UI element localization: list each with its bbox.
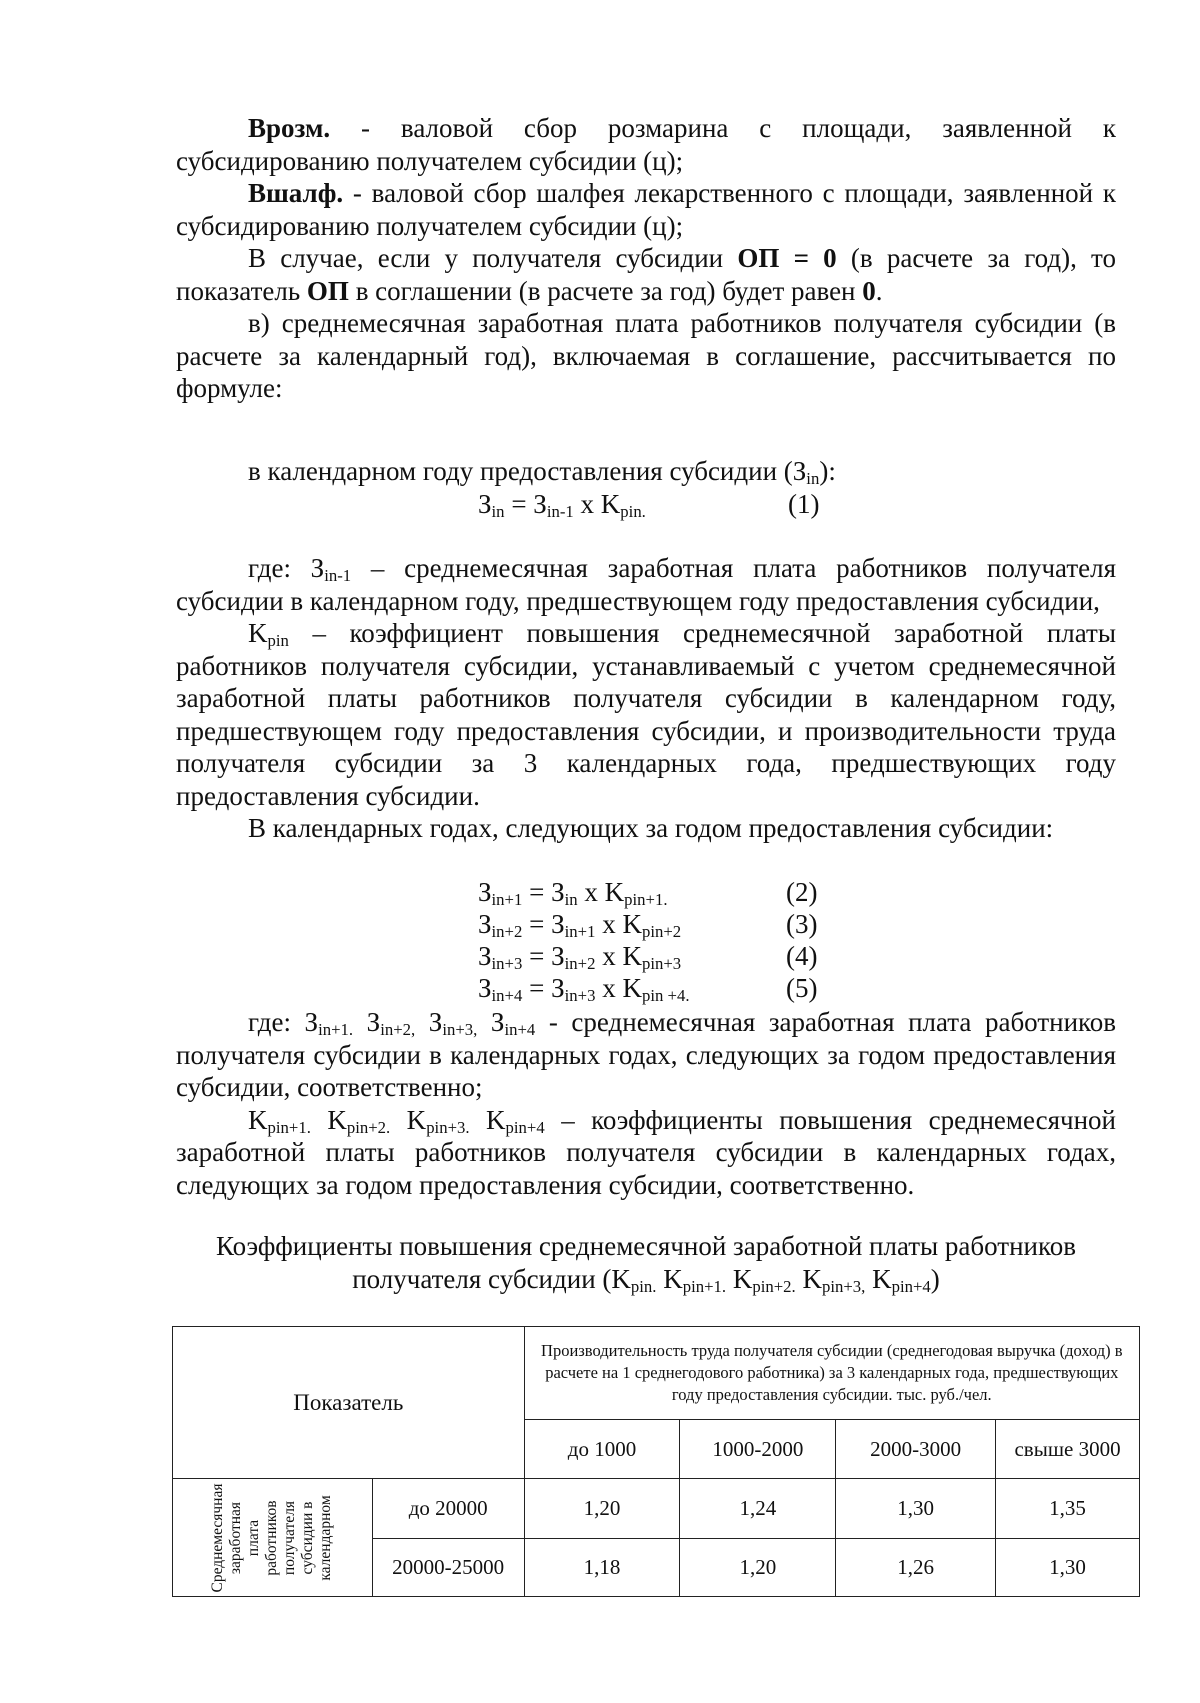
row-range: до 20000 xyxy=(372,1479,524,1539)
term-vrozm: Врозм. xyxy=(248,113,331,143)
kdef2-e: – коэффициенты повышения среднемесячной заработной платы работников получателя субсидии в календарных годах, следующих за годом предоставления субсидии, соответственно. xyxy=(176,1104,1116,1200)
table-cell: 1,20 xyxy=(524,1479,680,1539)
paragraph-vshalf xyxy=(176,177,1116,242)
kdef2-s3: pin+3. xyxy=(426,1117,470,1137)
text-vrozm: - валовой сбор розмарина с площади, заявленной к субсидированию получателем субсидии (ц); xyxy=(176,113,1116,176)
column-header: свыше 3000 xyxy=(996,1420,1140,1479)
text-op-g: . xyxy=(875,275,883,306)
text-op-c: (в расчете за год), то показатель xyxy=(176,243,1117,306)
f3-r: x K xyxy=(595,909,642,939)
f2-l: З xyxy=(478,877,492,907)
row-range: 20000-25000 xyxy=(372,1539,524,1597)
f1-eq: = З xyxy=(504,489,547,519)
tt-a: получателя субсидии (K xyxy=(352,1264,631,1294)
kdef2-b: K xyxy=(310,1104,347,1135)
text-op-d: ОП xyxy=(306,275,349,306)
where2-s1: in+1. xyxy=(318,1020,354,1040)
table-cell: 1,24 xyxy=(680,1479,836,1539)
formula-4-number: (4) xyxy=(786,941,818,971)
table-cell: 1,18 xyxy=(524,1539,680,1597)
f4-r: x K xyxy=(595,941,642,971)
f2-r-sub: pin+1. xyxy=(624,890,668,910)
body-text-bottom xyxy=(176,1006,1116,1201)
column-header: до 1000 xyxy=(524,1420,680,1479)
f4-r-sub: pin+3 xyxy=(641,954,682,974)
formula-2-number: (2) xyxy=(786,877,818,907)
paragraph-where-2 xyxy=(176,1006,1116,1104)
formula-5 xyxy=(478,972,690,1004)
text-op-a: В случае, если у получателя субсидии xyxy=(248,243,738,273)
paragraph-salary-intro: в) среднемесячная заработная плата работников получателя субсидии (в расчете за календарный год), включаемая в соглашение, рассчитывается по формуле: xyxy=(176,308,1116,403)
calendar-year-end: ): xyxy=(819,456,836,486)
table-cell: 1,30 xyxy=(996,1539,1140,1597)
formula-1 xyxy=(478,488,646,520)
tt-s1: pin. xyxy=(630,1277,657,1297)
term-vshalf: Вшалф. xyxy=(248,178,344,208)
column-header: 2000-3000 xyxy=(836,1420,996,1479)
text-vshalf: - валовой сбор шалфея лекарственного с площади, заявленной к субсидированию получателем субсидии (ц); xyxy=(176,178,1116,241)
table-title-line2 xyxy=(176,1263,1116,1296)
table-cell: 1,35 xyxy=(996,1479,1140,1539)
f1-x: x K xyxy=(573,489,621,519)
paragraph-where-1 xyxy=(176,552,1116,617)
f4-m: = З xyxy=(522,941,565,971)
paragraph-kpin xyxy=(176,617,1116,812)
kdef2-s4: pin+4 xyxy=(505,1117,545,1137)
f3-l-sub: in+2 xyxy=(491,922,523,942)
table-row xyxy=(173,1479,1140,1539)
kpin-sub: pin xyxy=(267,631,289,651)
kpin-b: – коэффициент повышения среднемесячной заработной платы работников получателя субсидии, устанавливаемый с учетом среднемесячной заработной платы работников получателя субсидии в календарном году, предшествующем году предоставления субсидии, и производительности труда получателя субсидии за 3 календарных года, предшествующих году предоставления субсидии. xyxy=(176,618,1116,811)
paragraph-k-coefficients xyxy=(176,1104,1116,1202)
where1-a: где: З xyxy=(248,553,325,583)
indicator-header: Показатель xyxy=(173,1327,525,1479)
f2-m: = З xyxy=(522,877,565,907)
table-title-line1: Коэффициенты повышения среднемесячной заработной платы работников xyxy=(216,1231,1076,1261)
calendar-year-sub: in xyxy=(806,469,820,489)
where2-d: З xyxy=(477,1007,505,1037)
calendar-year-line xyxy=(248,455,836,487)
tt-t2: K xyxy=(726,1264,753,1294)
kpin-a: K xyxy=(248,618,268,648)
table-cell: 1,20 xyxy=(680,1539,836,1597)
f3-m-sub: in+1 xyxy=(564,922,596,942)
tt-t4: K xyxy=(865,1264,892,1294)
body-text-middle xyxy=(176,552,1116,845)
tt-t3: K xyxy=(795,1264,822,1294)
tt-t5: ) xyxy=(930,1264,940,1294)
tt-s2: pin+1. xyxy=(682,1277,727,1297)
where2-a: где: З xyxy=(248,1007,319,1037)
where2-s4: in+4 xyxy=(504,1020,536,1040)
f1-lhs-sub: in xyxy=(491,502,505,522)
productivity-header: Производительность труда получателя субсидии (среднегодовая выручка (доход) в расчете на 1 среднегодового работника) за 3 календарных года, предшествующих году предоставления субсидии. тыс. руб./чел. xyxy=(524,1327,1139,1420)
tt-s4: pin+3, xyxy=(821,1277,866,1297)
kdef2-s1: pin+1. xyxy=(267,1117,311,1137)
f4-m-sub: in+2 xyxy=(564,954,596,974)
where2-s2: in+2, xyxy=(380,1020,416,1040)
f5-m: = З xyxy=(522,973,565,1003)
paragraph-following-years: В календарных годах, следующих за годом предоставления субсидии: xyxy=(248,813,1054,843)
where1-sub: in-1 xyxy=(324,566,352,586)
formula-1-number: (1) xyxy=(788,489,820,519)
f1-r1-sub: in-1 xyxy=(546,502,574,522)
text-op-b: ОП = 0 xyxy=(737,243,837,273)
paragraph-vrozm xyxy=(176,112,1116,177)
f5-r-sub: pin +4. xyxy=(641,986,690,1006)
f5-r: x K xyxy=(595,973,642,1003)
f1-r2-sub: pin. xyxy=(620,502,646,522)
f2-m-sub: in xyxy=(564,890,578,910)
paragraph-op xyxy=(176,242,1116,307)
f3-l: З xyxy=(478,909,492,939)
f3-r-sub: pin+2 xyxy=(641,922,682,942)
formula-4 xyxy=(478,940,681,972)
f4-l-sub: in+3 xyxy=(491,954,523,974)
formula-3 xyxy=(478,908,681,940)
f3-m: = З xyxy=(522,909,565,939)
formula-5-number: (5) xyxy=(786,973,818,1003)
f5-l-sub: in+4 xyxy=(491,986,523,1006)
column-header: 1000-2000 xyxy=(680,1420,836,1479)
kdef2-a: K xyxy=(248,1104,268,1135)
f5-l: З xyxy=(478,973,492,1003)
kdef2-c: K xyxy=(390,1104,427,1135)
where2-b: З xyxy=(353,1007,381,1037)
text-op-f: 0 xyxy=(862,275,876,306)
f2-l-sub: in+1 xyxy=(491,890,523,910)
table-title xyxy=(176,1230,1116,1296)
formula-3-number: (3) xyxy=(786,909,818,939)
kdef2-d: K xyxy=(469,1104,506,1135)
where2-c: З xyxy=(415,1007,443,1037)
f4-l: З xyxy=(478,941,492,971)
where2-e: - среднемесячная заработная плата работников получателя субсидии в календарных годах, следующих за годом предоставления субсидии, соответственно; xyxy=(176,1007,1117,1102)
table-cell: 1,30 xyxy=(836,1479,996,1539)
text-op-e: в соглашении (в расчете за год) будет равен xyxy=(348,275,863,306)
tt-t1: K xyxy=(656,1264,683,1294)
tt-s3: pin+2. xyxy=(752,1277,796,1297)
formula-2 xyxy=(478,876,668,908)
f2-r: x K xyxy=(577,877,625,907)
coefficients-table xyxy=(172,1326,1140,1597)
where2-s3: in+3, xyxy=(442,1020,478,1040)
tt-s5: pin+4 xyxy=(891,1277,931,1297)
table-header-row xyxy=(173,1327,1140,1420)
row-group-label: Среднемесячная заработная плата работников получателя субсидии в календарном xyxy=(209,1483,335,1593)
f1-lhs: З xyxy=(478,489,492,519)
kdef2-s2: pin+2. xyxy=(346,1117,391,1137)
row-group-label-cell xyxy=(173,1479,373,1597)
f5-m-sub: in+3 xyxy=(564,986,596,1006)
where1-b: – среднемесячная заработная плата работников получателя субсидии в календарном году, предшествующем году предоставления субсидии, xyxy=(176,553,1116,616)
body-text-top xyxy=(176,112,1116,405)
calendar-year-text: в календарном году предоставления субсидии (З xyxy=(248,456,807,486)
table-cell: 1,26 xyxy=(836,1539,996,1597)
